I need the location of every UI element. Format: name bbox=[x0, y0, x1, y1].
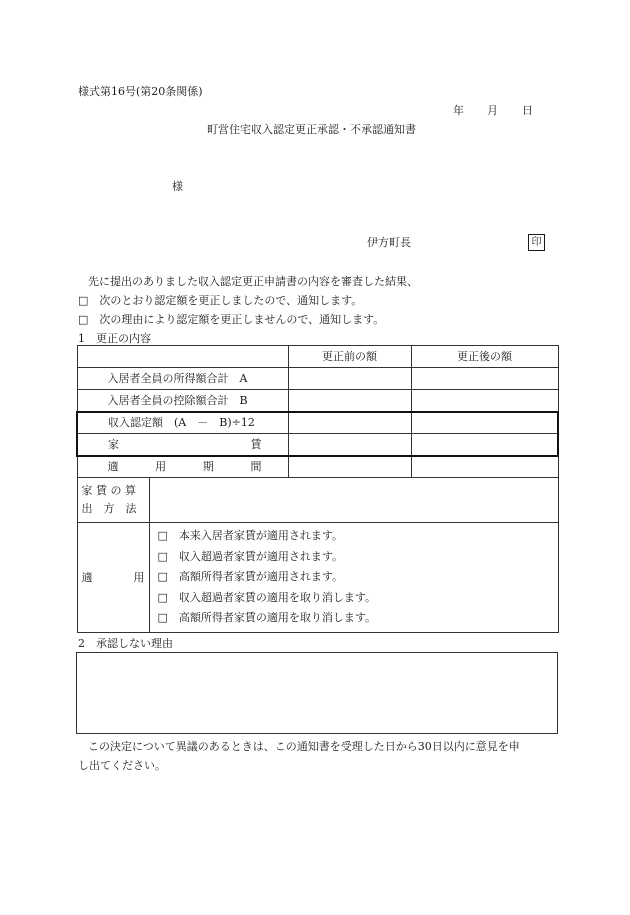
apply-option-cancel-high-income[interactable]: □ 高額所得者家賃の適用を取り消します。 bbox=[157, 611, 377, 624]
apply-options-cell bbox=[149, 523, 558, 633]
row-label-recognized-income-text: 収入認定額 (A － B)÷12 bbox=[108, 416, 255, 430]
checkbox-not-corrected[interactable]: □ 次の理由により認定額を更正しませんので、通知します。 bbox=[78, 313, 385, 326]
document-title: 町営住宅収入認定更正承認・不承認通知書 bbox=[207, 123, 416, 136]
deduction-total-before-cell[interactable] bbox=[288, 390, 411, 412]
apply-label-char-2: 用 bbox=[133, 570, 145, 584]
period-before-cell[interactable] bbox=[288, 456, 411, 478]
apply-option-standard-rent[interactable]: □ 本来入居者家賃が適用されます。 bbox=[157, 529, 344, 542]
income-total-before-cell[interactable] bbox=[288, 368, 411, 390]
period-label-char-4: 間 bbox=[250, 460, 262, 474]
apply-option-high-income-rent[interactable]: □ 高額所得者家賃が適用されます。 bbox=[157, 570, 344, 583]
rent-calc-label-cell bbox=[77, 478, 149, 523]
closing-text-line2: し出てください。 bbox=[78, 759, 166, 772]
date-day-label: 日 bbox=[522, 104, 533, 117]
apply-label-cell bbox=[77, 523, 149, 633]
period-label-char-2: 用 bbox=[155, 460, 167, 474]
header-blank-cell bbox=[77, 346, 288, 368]
rent-before-cell[interactable] bbox=[288, 434, 411, 456]
table-row bbox=[77, 412, 558, 434]
rent-label-char-1: 家 bbox=[108, 437, 119, 451]
period-label-char-3: 期 bbox=[202, 460, 214, 474]
period-after-cell[interactable] bbox=[411, 456, 558, 478]
recognized-income-after-cell[interactable] bbox=[411, 412, 558, 434]
rent-label-char-2: 賃 bbox=[250, 437, 262, 451]
issuer-name: 伊方町長 bbox=[367, 236, 411, 249]
apply-option-cancel-excess-income[interactable]: □ 収入超過者家賃の適用を取り消します。 bbox=[157, 590, 377, 604]
row-label-income-total-text: 入居者全員の所得額合計 A bbox=[107, 371, 248, 385]
checkbox-corrected[interactable]: □ 次のとおり認定額を更正しましたので、通知します。 bbox=[78, 294, 363, 307]
income-total-after-cell[interactable] bbox=[411, 368, 558, 390]
seal-mark-icon: 印 bbox=[528, 234, 545, 251]
table-row bbox=[77, 523, 558, 633]
rent-calc-label-line1: 家 賃 の 算 bbox=[81, 484, 136, 497]
row-label-deduction-total-text: 入居者全員の控除額合計 B bbox=[107, 393, 248, 407]
col-header-before: 更正前の額 bbox=[288, 346, 411, 368]
intro-text: 先に提出のありました収入認定更正申請書の内容を審査した結果、 bbox=[88, 275, 418, 288]
apply-label-char-1: 適 bbox=[81, 570, 93, 584]
apply-option-excess-income-rent[interactable]: □ 収入超過者家賃が適用されます。 bbox=[157, 549, 344, 563]
row-label-rent bbox=[77, 434, 288, 456]
table-row bbox=[77, 456, 558, 478]
row-label-income-total bbox=[77, 368, 288, 390]
date-month-label: 月 bbox=[487, 104, 498, 117]
recognized-income-before-cell[interactable] bbox=[288, 412, 411, 434]
deduction-total-after-cell[interactable] bbox=[411, 390, 558, 412]
reason-text-area[interactable] bbox=[76, 652, 558, 734]
table-row bbox=[77, 368, 558, 390]
period-label-char-1: 適 bbox=[107, 460, 119, 474]
row-label-deduction-total bbox=[77, 390, 288, 412]
table-row bbox=[77, 434, 558, 456]
form-number: 様式第16号(第20条関係) bbox=[78, 85, 203, 98]
section1-heading: 1 更正の内容 bbox=[78, 332, 151, 345]
row-label-period bbox=[77, 456, 288, 478]
table-header-row bbox=[77, 346, 558, 368]
section2-heading: 2 承認しない理由 bbox=[78, 637, 173, 650]
table-row bbox=[77, 390, 558, 412]
table-row bbox=[77, 478, 558, 523]
col-header-after: 更正後の額 bbox=[411, 346, 558, 368]
rent-calc-label-line2: 出 方 法 bbox=[81, 502, 137, 515]
recipient-honorific: 様 bbox=[172, 180, 183, 193]
rent-after-cell[interactable] bbox=[411, 434, 558, 456]
closing-text-line1: この決定について異議のあるときは、この通知書を受理した日から30日以内に意見を申 bbox=[88, 740, 520, 753]
row-label-recognized-income bbox=[77, 412, 288, 434]
date-year-label: 年 bbox=[453, 104, 464, 117]
correction-table bbox=[76, 345, 559, 633]
rent-calc-method-cell[interactable] bbox=[149, 478, 558, 523]
